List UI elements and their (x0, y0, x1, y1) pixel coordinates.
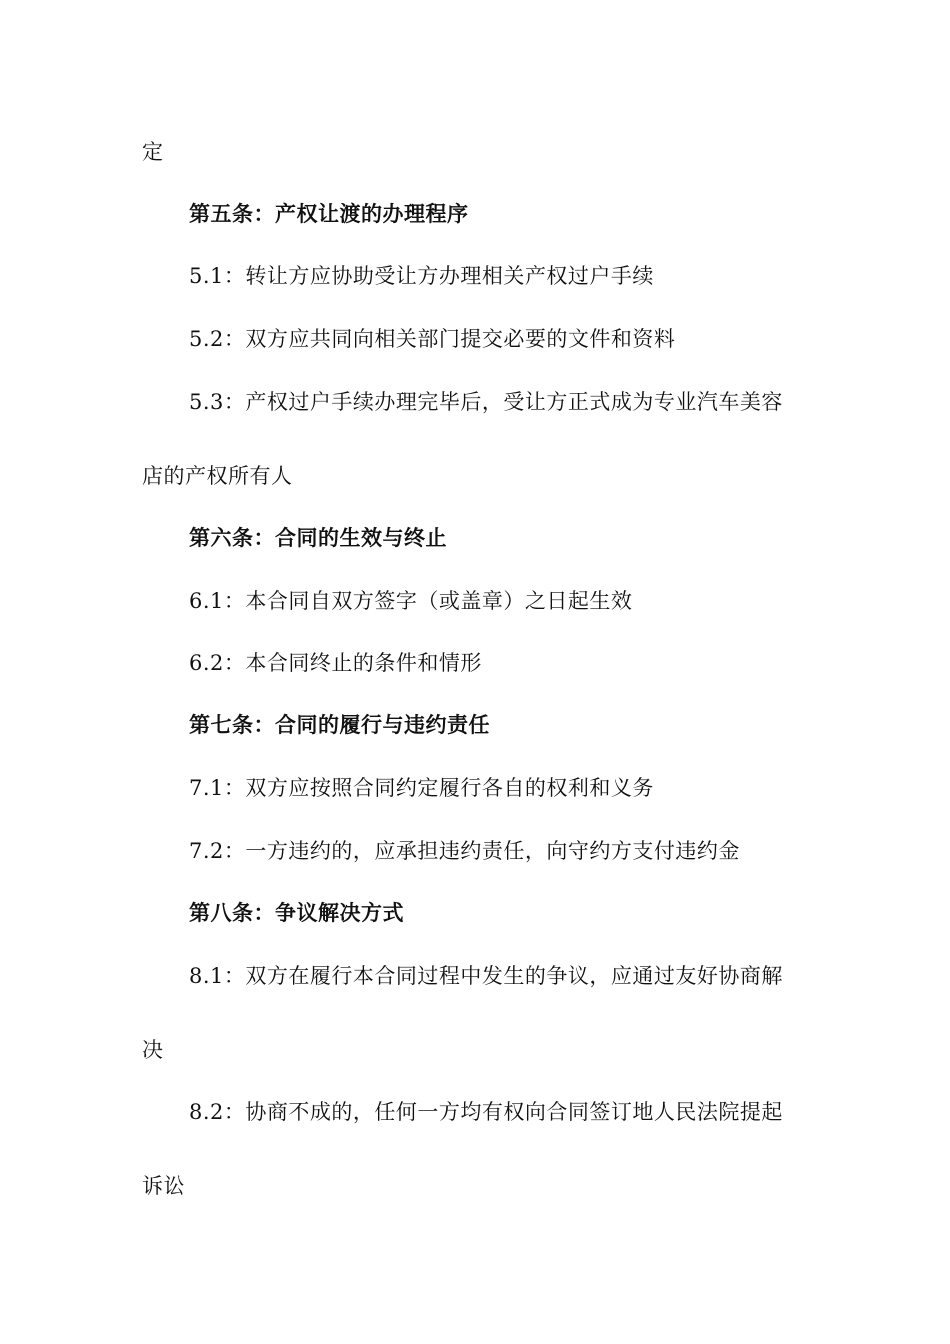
clause-8-2-continued: 诉讼 (142, 1174, 185, 1198)
clause-5-2: 5.2：双方应共同向相关部门提交必要的文件和资料 (189, 327, 676, 351)
clause-5-3: 5.3：产权过户手续办理完毕后，受让方正式成为专业汽车美容 (189, 390, 783, 414)
clause-6-1: 6.1：本合同自双方签字（或盖章）之日起生效 (189, 589, 633, 613)
clause-8-1-continued: 决 (142, 1038, 164, 1062)
clause-8-2: 8.2：协商不成的，任何一方均有权向合同签订地人民法院提起 (189, 1100, 783, 1124)
section-heading-5: 第五条：产权让渡的办理程序 (189, 202, 469, 226)
clause-5-3-continued: 店的产权所有人 (142, 464, 293, 488)
clause-8-1: 8.1：双方在履行本合同过程中发生的争议，应通过友好协商解 (189, 964, 783, 988)
section-heading-8: 第八条：争议解决方式 (189, 901, 404, 925)
clause-6-2: 6.2：本合同终止的条件和情形 (189, 651, 482, 675)
section-heading-6: 第六条：合同的生效与终止 (189, 526, 447, 550)
section-heading-7: 第七条：合同的履行与违约责任 (189, 713, 490, 737)
text-line-continuation: 定 (142, 140, 164, 164)
clause-7-1: 7.1：双方应按照合同约定履行各自的权利和义务 (189, 776, 654, 800)
clause-7-2: 7.2：一方违约的，应承担违约责任，向守约方支付违约金 (189, 839, 740, 863)
clause-5-1: 5.1：转让方应协助受让方办理相关产权过户手续 (189, 264, 654, 288)
